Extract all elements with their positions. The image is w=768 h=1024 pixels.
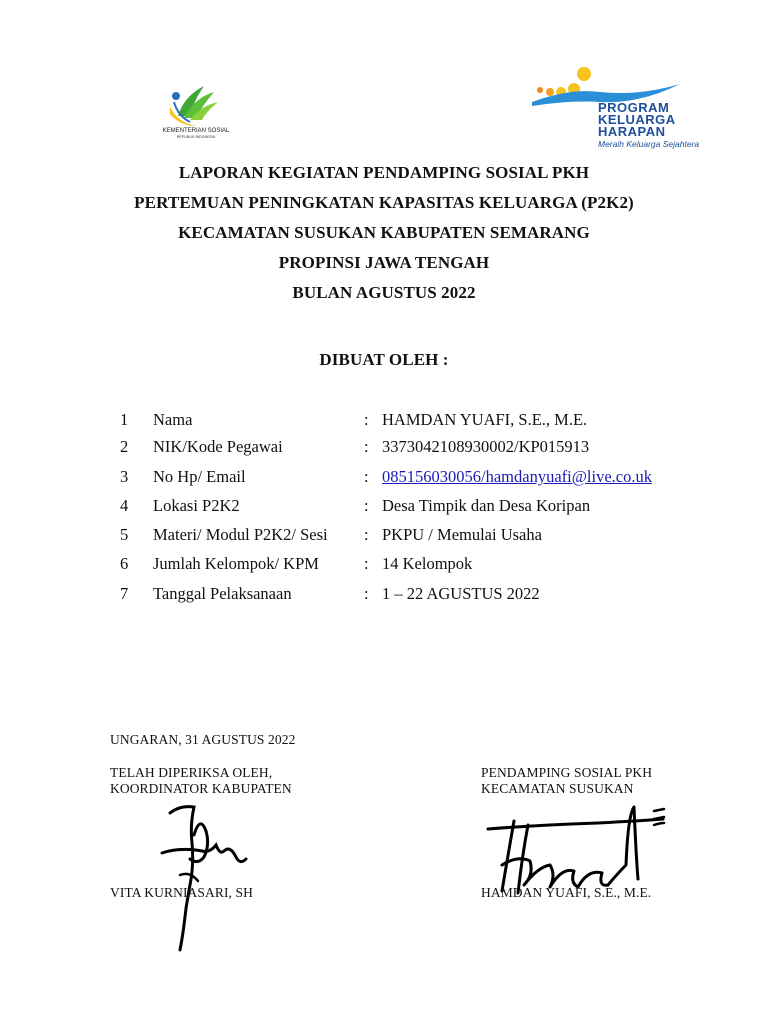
detail-row (0, 584, 768, 606)
title-line-3: KECAMATAN SUSUKAN KABUPATEN SEMARANG (178, 223, 590, 242)
title-line-4: PROPINSI JAWA TENGAH (278, 253, 490, 272)
kemensos-name: KEMENTERIAN SOSIAL (162, 128, 230, 134)
row-colon: : (364, 467, 369, 486)
row-number: 1 (120, 410, 129, 429)
row-number: 4 (120, 496, 129, 515)
row-colon: : (364, 554, 369, 573)
right-sign-name: HAMDAN YUAFI, S.E., M.E. (481, 885, 652, 900)
right-sign-line-2: KECAMATAN SUSUKAN (481, 781, 634, 796)
row-colon: : (364, 525, 369, 544)
row-label: Nama (153, 410, 193, 429)
row-label: Lokasi P2K2 (153, 496, 240, 515)
title-line-1: LAPORAN KEGIATAN PENDAMPING SOSIAL PKH (178, 163, 590, 182)
detail-row (0, 496, 768, 518)
title-line-5: BULAN AGUSTUS 2022 (292, 283, 476, 302)
pkh-line-harapan: HARAPAN (598, 124, 666, 139)
row-label: Jumlah Kelompok/ KPM (153, 554, 319, 573)
row-number: 2 (120, 437, 129, 456)
row-colon: : (364, 437, 369, 456)
row-label: NIK/Kode Pegawai (153, 437, 283, 456)
row-label: Tanggal Pelaksanaan (153, 584, 292, 603)
row-value: HAMDAN YUAFI, S.E., M.E. (382, 410, 588, 429)
row-value: 1 – 22 AGUSTUS 2022 (382, 584, 540, 603)
email-link[interactable]: 085156030056/hamdanyuafi@live.co.uk (382, 467, 652, 486)
detail-row (0, 467, 768, 489)
left-sign-line-1: TELAH DIPERIKSA OLEH, (110, 765, 273, 780)
row-value: PKPU / Memulai Usaha (382, 525, 542, 544)
row-value: 3373042108930002/KP015913 (382, 437, 590, 456)
row-colon: : (364, 496, 369, 515)
title-line-2: PERTEMUAN PENINGKATAN KAPASITAS KELUARGA (P2K2) (134, 193, 634, 212)
pkh-logo (530, 62, 700, 154)
kemensos-subname: REPUBLIK INDONESIA (176, 135, 216, 139)
detail-row (0, 554, 768, 576)
row-value: Desa Timpik dan Desa Koripan (382, 496, 591, 515)
made-by-heading: DIBUAT OLEH : (319, 350, 449, 369)
place-date: UNGARAN, 31 AGUSTUS 2022 (110, 732, 296, 747)
detail-row (0, 437, 768, 459)
row-value: 14 Kelompok (382, 554, 473, 573)
pkh-line-program: PROGRAM (598, 100, 670, 115)
row-label: Materi/ Modul P2K2/ Sesi (153, 525, 328, 544)
kemensos-emblem-icon (160, 76, 232, 132)
row-number: 7 (120, 584, 129, 603)
pkh-line-keluarga: KELUARGA (598, 112, 676, 127)
row-number: 3 (120, 467, 129, 486)
row-label: No Hp/ Email (153, 467, 246, 486)
kemensos-logo (160, 76, 232, 150)
row-colon: : (364, 410, 369, 429)
row-colon: : (364, 584, 369, 603)
pkh-tagline: Meraih Keluarga Sejahtera (598, 139, 700, 149)
detail-row (0, 410, 768, 432)
left-sign-name: VITA KURNIASARI, SH (110, 885, 253, 900)
left-sign-line-2: KOORDINATOR KABUPATEN (110, 781, 292, 796)
row-number: 5 (120, 525, 129, 544)
row-number: 6 (120, 554, 129, 573)
right-sign-line-1: PENDAMPING SOSIAL PKH (481, 765, 653, 780)
detail-row (0, 525, 768, 547)
left-signature-image (150, 795, 260, 955)
